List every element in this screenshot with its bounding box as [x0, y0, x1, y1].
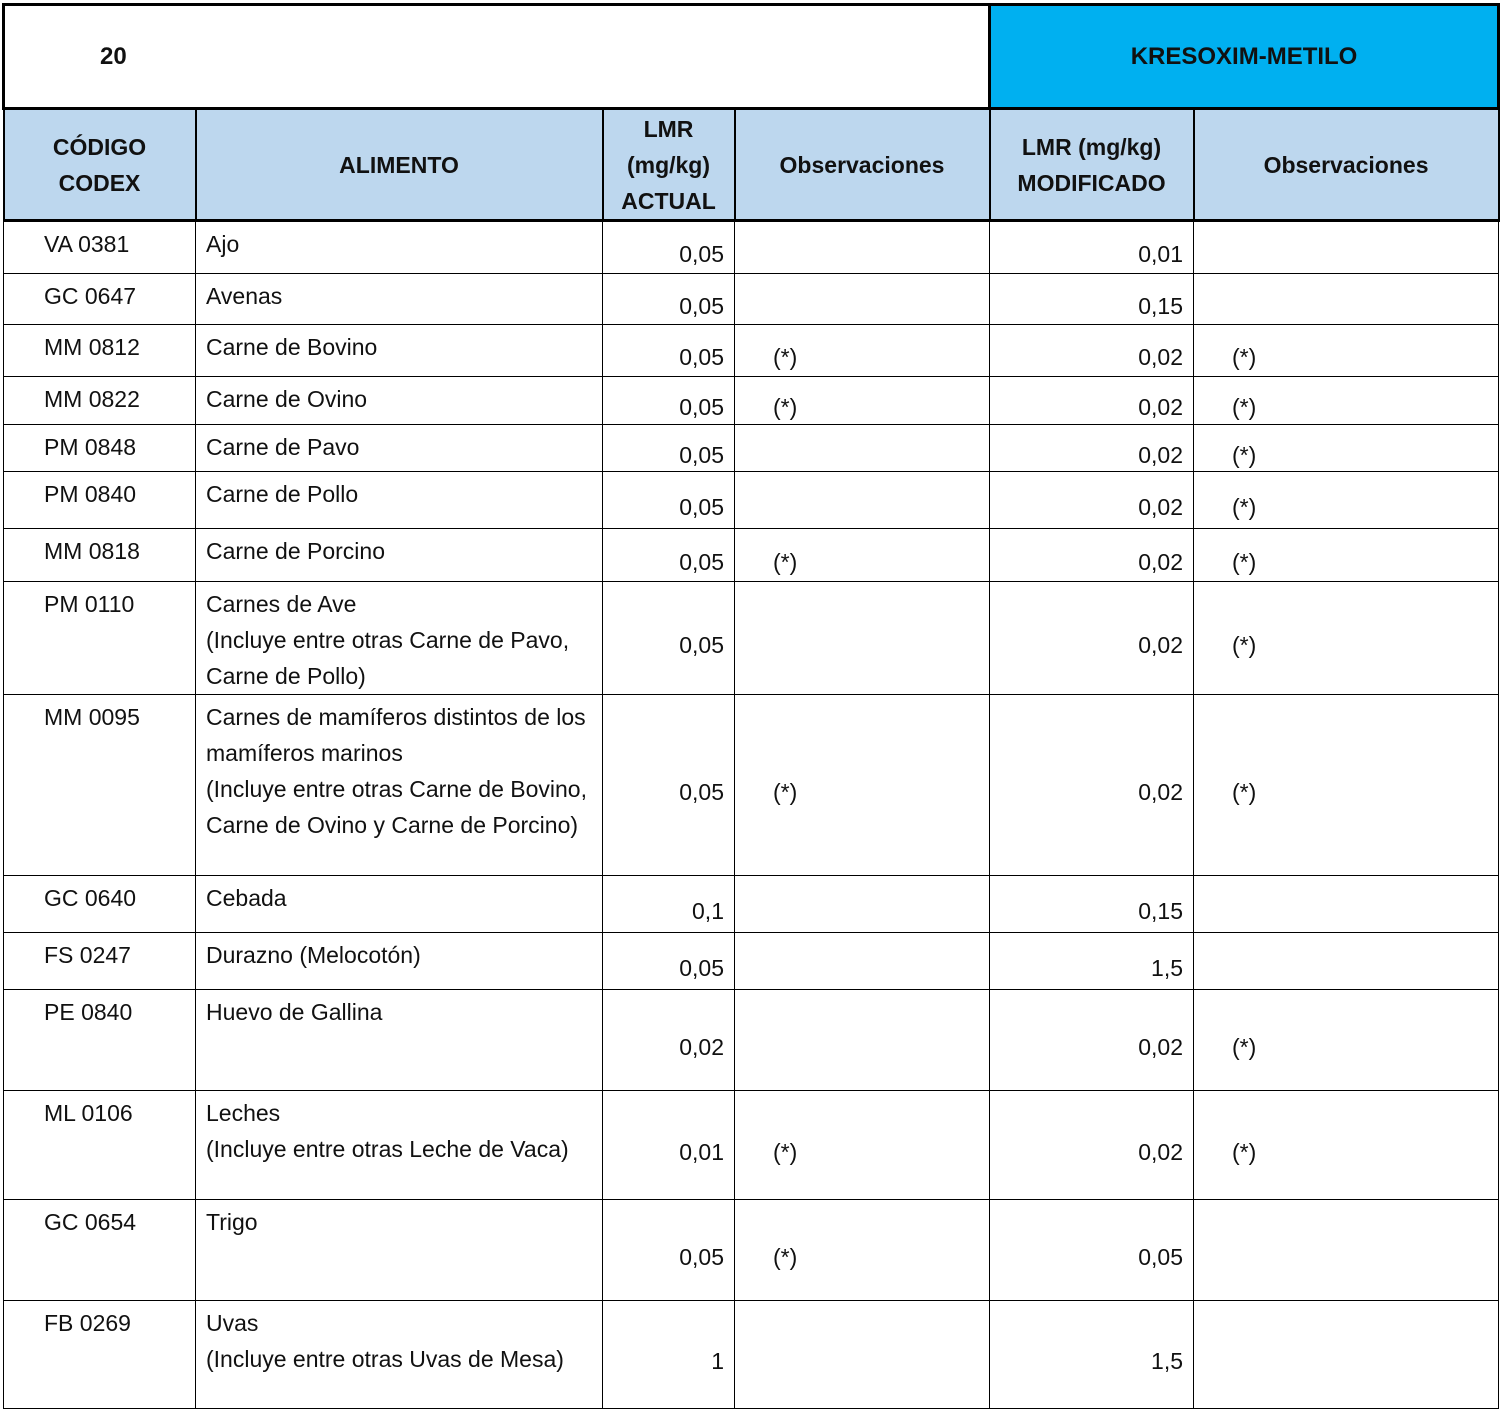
lmr-actual-cell: 0,05 — [603, 529, 735, 582]
table-row — [4, 377, 1499, 425]
lmr-table — [2, 3, 1500, 1409]
table-row — [4, 1301, 1499, 1409]
lmr-modified-cell: 0,15 — [990, 274, 1194, 325]
food-cell: Carne de Bovino — [196, 325, 603, 377]
obs-actual-cell: (*) — [735, 1200, 990, 1301]
table-row — [4, 472, 1499, 529]
obs-modified-cell: (*) — [1194, 695, 1499, 876]
lmr-actual-cell: 0,05 — [603, 933, 735, 990]
header-food: ALIMENTO — [196, 109, 603, 221]
lmr-actual-cell: 0,05 — [603, 274, 735, 325]
obs-actual-cell: (*) — [735, 325, 990, 377]
code-cell: GC 0640 — [4, 876, 196, 933]
code-cell: GC 0654 — [4, 1200, 196, 1301]
food-cell: Trigo — [196, 1200, 603, 1301]
pesticide-name: KRESOXIM-METILO — [990, 5, 1499, 109]
table-row — [4, 274, 1499, 325]
food-cell: Ajo — [196, 221, 603, 274]
table-body — [4, 221, 1499, 1409]
lmr-actual-cell: 1 — [603, 1301, 735, 1409]
lmr-actual-cell: 0,05 — [603, 221, 735, 274]
table-row — [4, 425, 1499, 472]
table-row — [4, 582, 1499, 695]
lmr-modified-cell: 0,01 — [990, 221, 1194, 274]
obs-actual-cell — [735, 1301, 990, 1409]
code-cell: MM 0822 — [4, 377, 196, 425]
food-cell: Huevo de Gallina — [196, 990, 603, 1091]
lmr-actual-cell: 0,05 — [603, 695, 735, 876]
code-cell: PM 0110 — [4, 582, 196, 695]
obs-modified-cell — [1194, 1200, 1499, 1301]
lmr-modified-cell: 0,02 — [990, 529, 1194, 582]
lmr-actual-cell: 0,05 — [603, 1200, 735, 1301]
table-row — [4, 933, 1499, 990]
obs-modified-cell — [1194, 876, 1499, 933]
obs-actual-cell — [735, 876, 990, 933]
obs-modified-cell — [1194, 221, 1499, 274]
lmr-actual-cell: 0,01 — [603, 1091, 735, 1200]
lmr-modified-cell: 0,02 — [990, 990, 1194, 1091]
obs-modified-cell: (*) — [1194, 529, 1499, 582]
code-cell: MM 0818 — [4, 529, 196, 582]
food-cell: Carne de Porcino — [196, 529, 603, 582]
lmr-actual-cell: 0,05 — [603, 377, 735, 425]
code-cell: PM 0840 — [4, 472, 196, 529]
lmr-modified-cell: 0,02 — [990, 472, 1194, 529]
header-lmr-modified: LMR (mg/kg) MODIFICADO — [990, 109, 1194, 221]
lmr-modified-cell: 0,05 — [990, 1200, 1194, 1301]
code-cell: ML 0106 — [4, 1091, 196, 1200]
lmr-modified-cell: 0,02 — [990, 695, 1194, 876]
header-code: CÓDIGO CODEX — [4, 109, 196, 221]
food-cell: Carne de Ovino — [196, 377, 603, 425]
obs-modified-cell: (*) — [1194, 582, 1499, 695]
lmr-modified-cell: 0,02 — [990, 325, 1194, 377]
obs-modified-cell: (*) — [1194, 990, 1499, 1091]
obs-actual-cell — [735, 933, 990, 990]
table-row — [4, 325, 1499, 377]
food-cell: Uvas (Incluye entre otras Uvas de Mesa) — [196, 1301, 603, 1409]
obs-actual-cell — [735, 274, 990, 325]
lmr-modified-cell: 0,02 — [990, 1091, 1194, 1200]
obs-modified-cell: (*) — [1194, 472, 1499, 529]
lmr-actual-cell: 0,05 — [603, 472, 735, 529]
obs-modified-cell: (*) — [1194, 1091, 1499, 1200]
code-cell: PM 0848 — [4, 425, 196, 472]
code-cell: FB 0269 — [4, 1301, 196, 1409]
lmr-modified-cell: 0,02 — [990, 425, 1194, 472]
table-row — [4, 876, 1499, 933]
table-row — [4, 1200, 1499, 1301]
food-cell: Carne de Pavo — [196, 425, 603, 472]
food-cell: Carne de Pollo — [196, 472, 603, 529]
obs-actual-cell — [735, 582, 990, 695]
food-cell: Avenas — [196, 274, 603, 325]
lmr-modified-cell: 1,5 — [990, 1301, 1194, 1409]
obs-modified-cell: (*) — [1194, 325, 1499, 377]
obs-modified-cell: (*) — [1194, 425, 1499, 472]
code-cell: FS 0247 — [4, 933, 196, 990]
obs-actual-cell — [735, 425, 990, 472]
food-cell: Durazno (Melocotón) — [196, 933, 603, 990]
header-lmr-actual: LMR (mg/kg) ACTUAL — [603, 109, 735, 221]
table-row — [4, 990, 1499, 1091]
table-row — [4, 695, 1499, 876]
lmr-actual-cell: 0,05 — [603, 425, 735, 472]
obs-actual-cell — [735, 221, 990, 274]
obs-actual-cell: (*) — [735, 695, 990, 876]
table-row — [4, 221, 1499, 274]
obs-modified-cell — [1194, 933, 1499, 990]
lmr-modified-cell: 0,02 — [990, 582, 1194, 695]
food-cell: Leches (Incluye entre otras Leche de Vaca) — [196, 1091, 603, 1200]
code-cell: GC 0647 — [4, 274, 196, 325]
lmr-actual-cell: 0,05 — [603, 582, 735, 695]
header-obs-actual: Observaciones — [735, 109, 990, 221]
table-row — [4, 529, 1499, 582]
food-cell: Carnes de mamíferos distintos de los mamíferos marinos (Incluye entre otras Carne de Bovino, Carne de Ovino y Carne de Porcino) — [196, 695, 603, 876]
obs-actual-cell: (*) — [735, 529, 990, 582]
obs-actual-cell — [735, 472, 990, 529]
lmr-modified-cell: 0,15 — [990, 876, 1194, 933]
food-cell: Carnes de Ave (Incluye entre otras Carne de Pavo, Carne de Pollo) — [196, 582, 603, 695]
lmr-actual-cell: 0,1 — [603, 876, 735, 933]
table-row — [4, 1091, 1499, 1200]
lmr-modified-cell: 1,5 — [990, 933, 1194, 990]
obs-modified-cell — [1194, 1301, 1499, 1409]
food-cell: Cebada — [196, 876, 603, 933]
obs-actual-cell: (*) — [735, 1091, 990, 1200]
obs-actual-cell — [735, 990, 990, 1091]
table-number: 20 — [4, 5, 990, 109]
code-cell: PE 0840 — [4, 990, 196, 1091]
code-cell: VA 0381 — [4, 221, 196, 274]
obs-modified-cell: (*) — [1194, 377, 1499, 425]
obs-modified-cell — [1194, 274, 1499, 325]
obs-actual-cell: (*) — [735, 377, 990, 425]
title-row — [4, 5, 1499, 109]
header-row — [4, 109, 1499, 221]
lmr-actual-cell: 0,02 — [603, 990, 735, 1091]
lmr-actual-cell: 0,05 — [603, 325, 735, 377]
lmr-modified-cell: 0,02 — [990, 377, 1194, 425]
code-cell: MM 0812 — [4, 325, 196, 377]
code-cell: MM 0095 — [4, 695, 196, 876]
header-obs-modified: Observaciones — [1194, 109, 1499, 221]
